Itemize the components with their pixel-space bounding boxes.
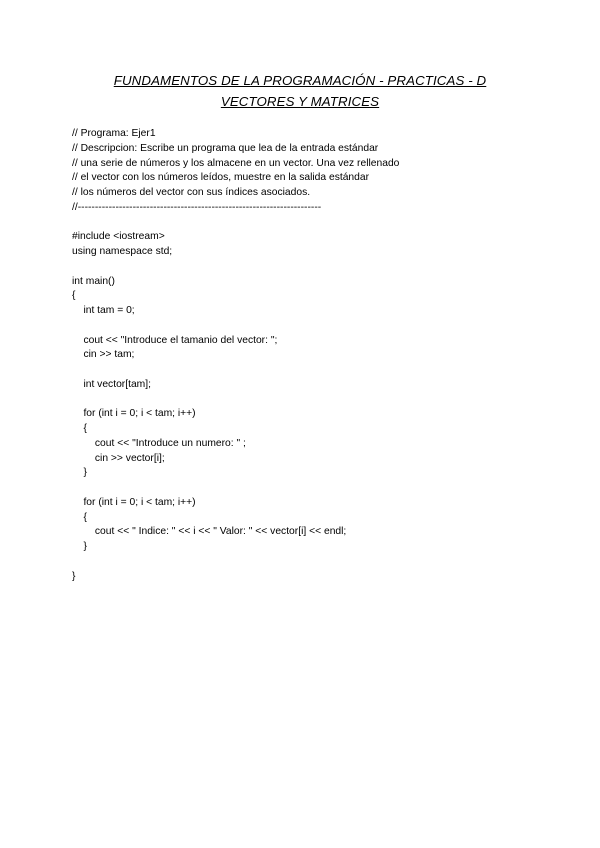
code-line (72, 216, 532, 231)
title-line-1: FUNDAMENTOS DE LA PROGRAMACIÓN - PRACTICAS - D (113, 73, 487, 88)
code-line: // Programa: Ejer1 (72, 128, 156, 139)
code-line: // el vector con los números leídos, muestre en la salida estándar (72, 172, 370, 184)
document-title (95, 70, 505, 112)
title-line-2: VECTORES Y MATRICES (220, 94, 380, 109)
code-line: for (int i = 0; i < tam; i++) (72, 496, 196, 508)
code-line: for (int i = 0; i < tam; i++) (72, 408, 196, 420)
code-line: int tam = 0; (72, 305, 135, 316)
code-line (72, 481, 532, 496)
code-line: int vector[tam]; (72, 378, 151, 390)
code-line (72, 363, 532, 378)
code-line: // Descripcion: Escribe un programa que lea de la entrada estándar (72, 142, 379, 154)
code-listing (72, 127, 532, 584)
code-line: { (72, 290, 76, 302)
code-line: } (72, 570, 76, 582)
code-line (72, 319, 532, 334)
code-line: } (72, 467, 87, 479)
code-line: // los números del vector con sus índices asociados. (72, 187, 311, 198)
code-line (72, 555, 532, 570)
code-line: // una serie de números y los almacene en un vector. Una vez rellenado (72, 157, 400, 169)
code-line: cout << "Introduce un numero: " ; (72, 437, 246, 449)
code-line: } (72, 541, 87, 552)
code-line: cout << "Introduce el tamanio del vector: "; (72, 334, 278, 346)
code-line (72, 260, 532, 275)
code-line: { (72, 511, 87, 523)
code-line: //----------------------------------------------------------------------- (72, 201, 322, 213)
code-line: { (72, 423, 87, 434)
code-line: using namespace std; (72, 246, 173, 257)
code-line: #include <iostream> (72, 231, 165, 243)
code-line (72, 393, 532, 408)
code-line: cin >> vector[i]; (72, 452, 165, 464)
code-line: int main() (72, 275, 115, 287)
code-line: cin >> tam; (72, 349, 135, 361)
code-line: cout << " Indice: " << i << " Valor: " << vector[i] << endl; (72, 526, 347, 538)
